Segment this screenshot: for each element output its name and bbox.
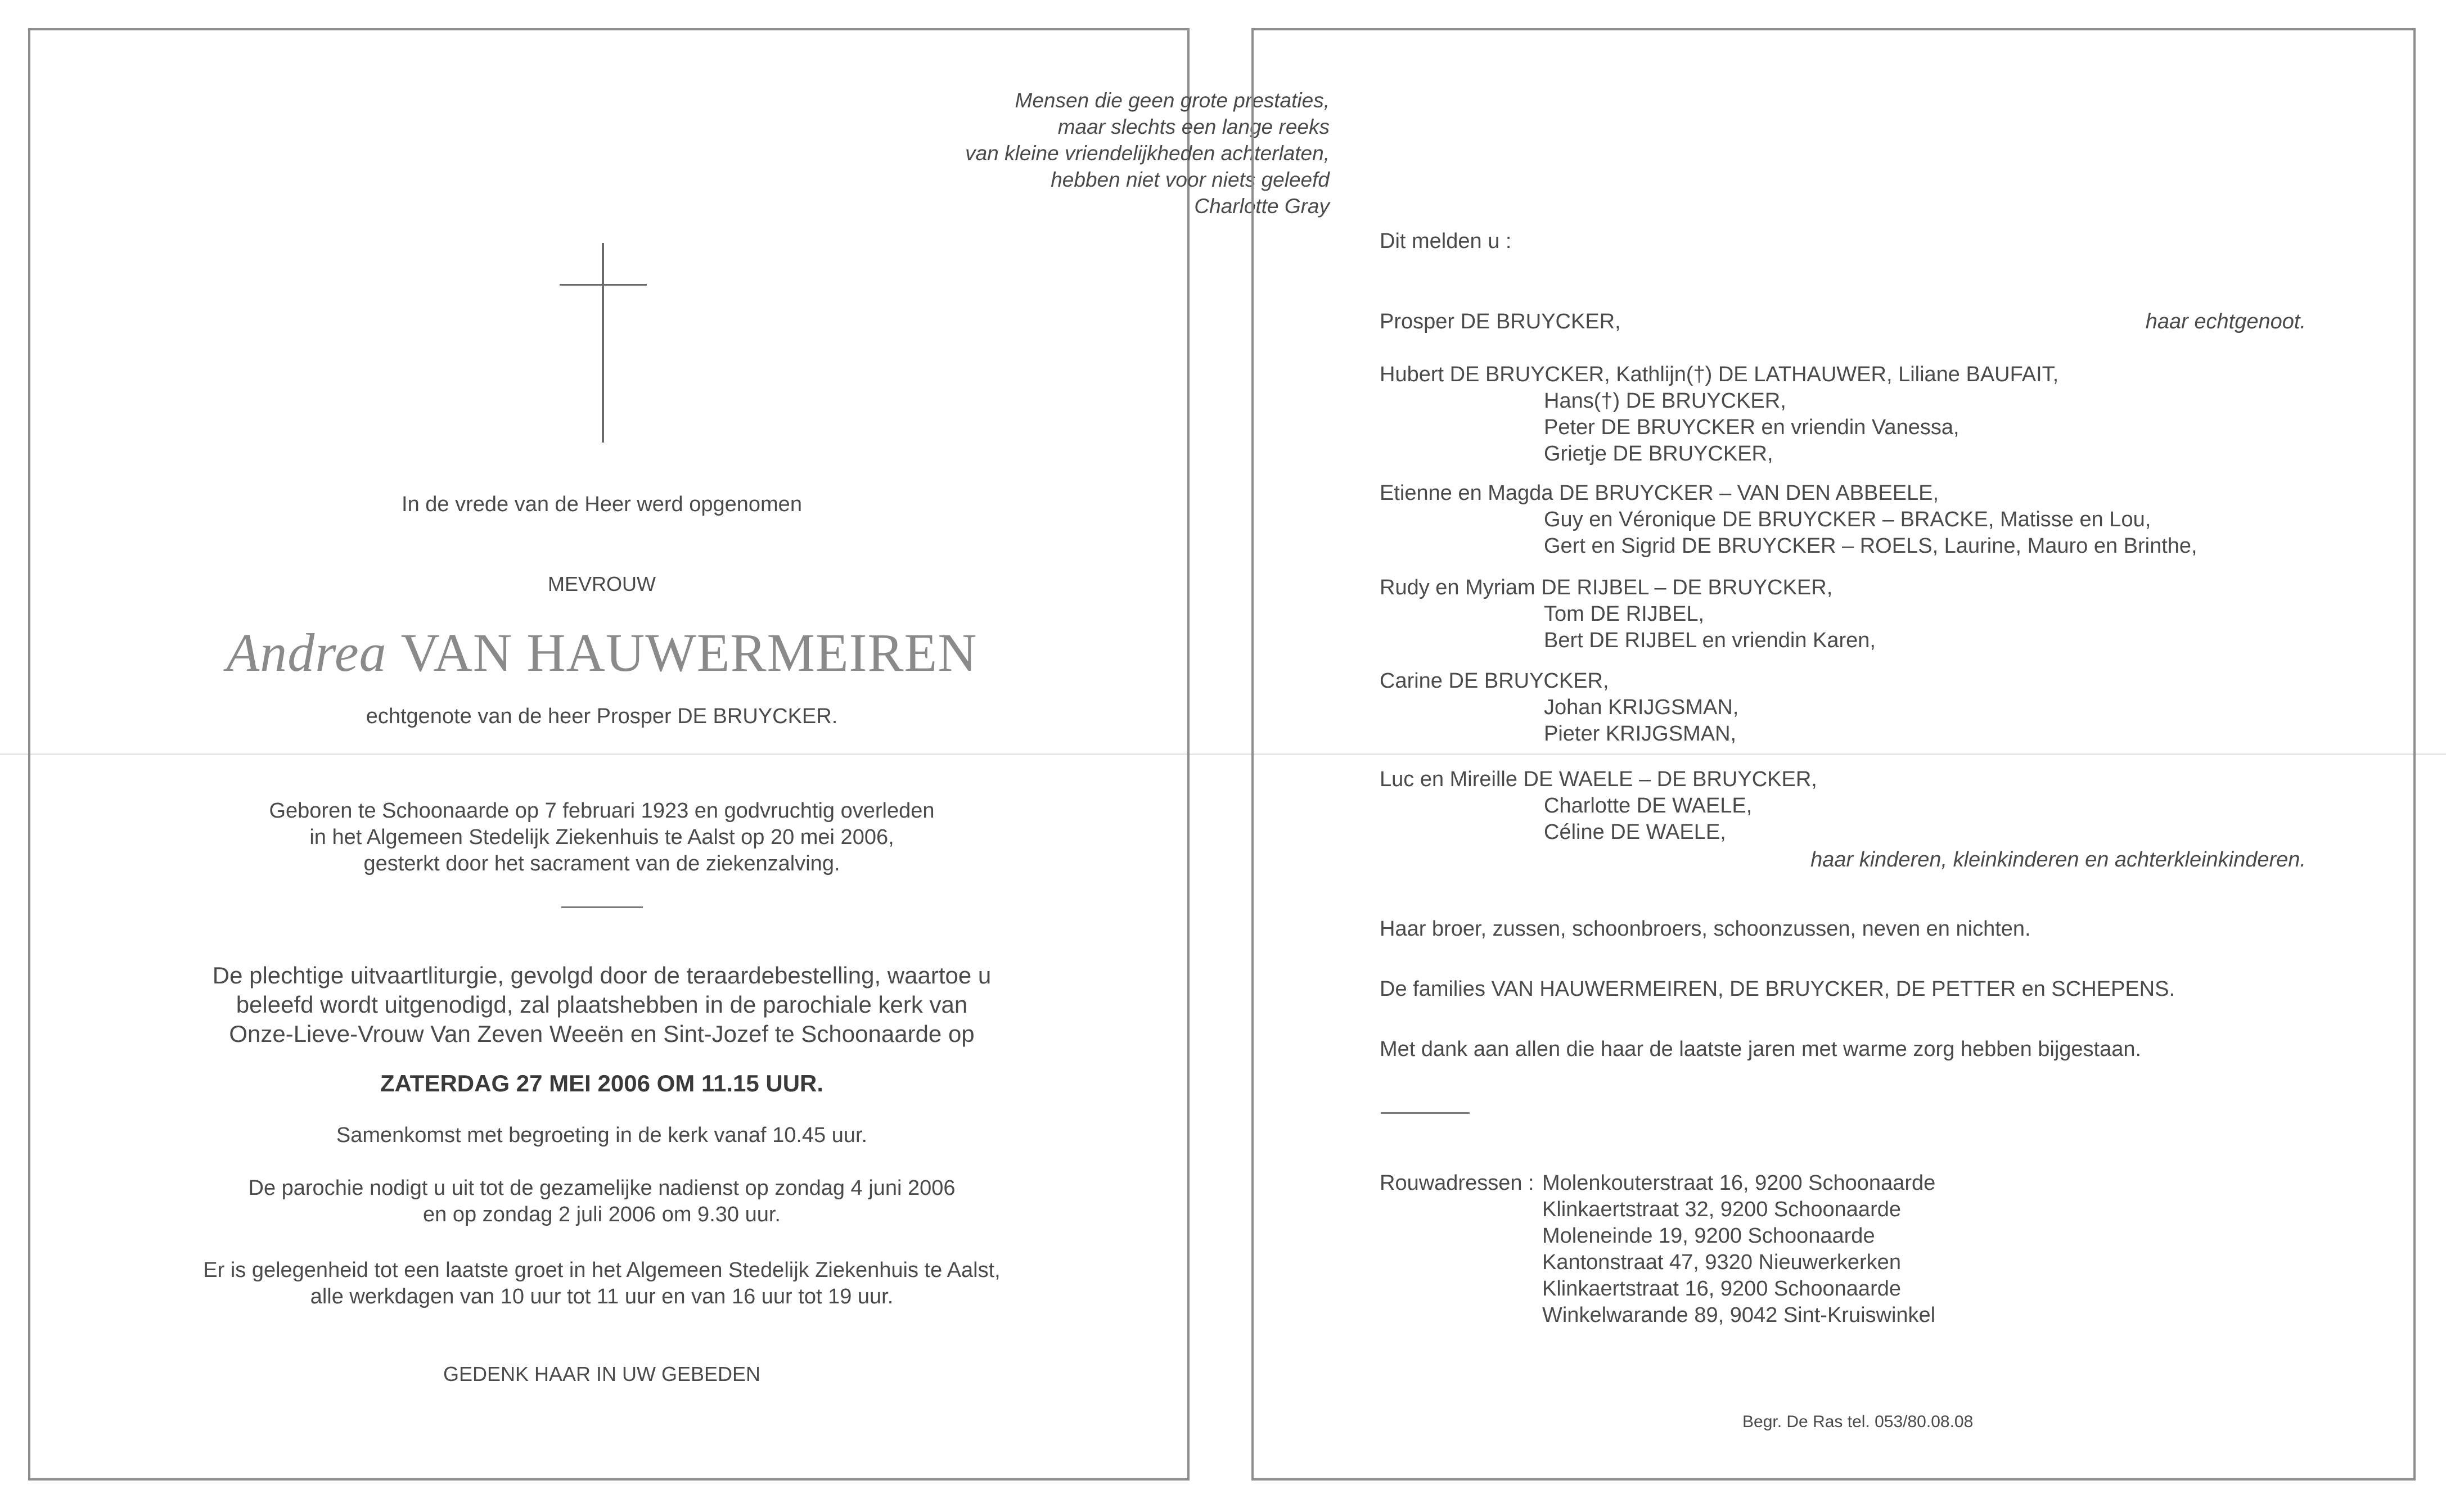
funeral-date: ZATERDAG 27 MEI 2006 OM 11.15 UUR. [380, 1070, 824, 1096]
quote-line: maar slechts een lange reeks [1057, 115, 1330, 138]
address-line: Molenkouterstraat 16, 9200 Schoonaarde [1542, 1171, 1936, 1195]
mass-line: De parochie nodigt u uit tot de gezamelijke nadienst op zondag 4 juni 2006 [248, 1176, 956, 1200]
intro-line: In de vrede van de Heer werd opgenomen [402, 493, 802, 516]
address-line: Moleneinde 19, 9200 Schoonaarde [1542, 1224, 1875, 1248]
family-head: Rudy en Myriam DE RIJBEL – DE BRUYCKER, [1380, 576, 1833, 599]
title-mevrouw: MEVROUW [548, 572, 656, 595]
quote-author: Charlotte Gray [1194, 195, 1330, 218]
cross-icon [602, 243, 604, 443]
farewell-line: alle werkdagen van 10 uur tot 11 uur en van 16 uur tot 19 uur. [310, 1285, 894, 1308]
family-member: Céline DE WAELE, [1544, 820, 1726, 844]
family-member: Guy en Véronique DE BRUYCKER – BRACKE, Matisse en Lou, [1544, 508, 2151, 531]
cross-icon-bar [560, 284, 647, 286]
quote-block [655, 87, 1330, 219]
gathering-line: Samenkomst met begroeting in de kerk vanaf 10.45 uur. [336, 1123, 868, 1147]
spouse-name: Prosper DE BRUYCKER, [1380, 310, 1621, 333]
family-member: Hans(†) DE BRUYCKER, [1544, 389, 1786, 413]
farewell-line: Er is gelegenheid tot een laatste groet in het Algemeen Stedelijk Ziekenhuis te Aalst, [203, 1258, 1001, 1282]
families-line: De families VAN HAUWERMEIREN, DE BRUYCKER, DE PETTER en SCHEPENS. [1380, 977, 2175, 1001]
closing-line: GEDENK HAAR IN UW GEBEDEN [443, 1362, 761, 1385]
family-member: Pieter KRIJGSMAN, [1544, 722, 1737, 746]
address-line: Klinkaertstraat 16, 9200 Schoonaarde [1542, 1277, 1901, 1301]
spouse-role: haar echtgenoot. [2145, 310, 2306, 333]
siblings-line: Haar broer, zussen, schoonbroers, schoonzussen, neven en nichten. [1380, 917, 2031, 941]
first-name: Andrea [226, 622, 387, 683]
quote-line: van kleine vriendelijkheden achterlaten, [965, 142, 1330, 165]
thanks-line: Met dank aan allen die haar de laatste jaren met warme zorg hebben bijgestaan. [1380, 1037, 2142, 1061]
family-member: Peter DE BRUYCKER en vriendin Vanessa, [1544, 416, 1959, 439]
address-line: Kantonstraat 47, 9320 Nieuwerkerken [1542, 1251, 1901, 1274]
divider [561, 906, 643, 908]
birth-line: Geboren te Schoonaarde op 7 februari 1923 en godvruchtig overleden [269, 799, 935, 823]
spouse-line: echtgenote van de heer Prosper DE BRUYCKER. [366, 705, 838, 728]
children-role: haar kinderen, kleinkinderen en achterkleinkinderen. [1810, 848, 2306, 872]
family-member: Bert DE RIJBEL en vriendin Karen, [1544, 629, 1876, 652]
address-line: Winkelwarande 89, 9042 Sint-Kruiswinkel [1542, 1303, 1936, 1327]
birth-line: gesterkt door het sacrament van de ziekenzalving. [363, 852, 840, 875]
family-member: Grietje DE BRUYCKER, [1544, 442, 1773, 466]
family-head: Luc en Mireille DE WAELE – DE BRUYCKER, [1380, 768, 1817, 791]
quote-line: hebben niet voor niets geleefd [1051, 168, 1330, 191]
funeral-line: Onze-Lieve-Vrouw Van Zeven Weeën en Sint-Jozef te Schoonaarde op [229, 1021, 975, 1047]
quote-line: Mensen die geen grote prestaties, [1015, 89, 1330, 112]
family-member: Tom DE RIJBEL, [1544, 602, 1705, 626]
funeral-line: beleefd wordt uitgenodigd, zal plaatshebben in de parochiale kerk van [236, 991, 968, 1018]
undertaker-line: Begr. De Ras tel. 053/80.08.08 [1742, 1412, 1974, 1431]
birth-line: in het Algemeen Stedelijk Ziekenhuis te Aalst op 20 mei 2006, [309, 825, 894, 849]
family-member: Johan KRIJGSMAN, [1544, 696, 1739, 719]
family-head: Etienne en Magda DE BRUYCKER – VAN DEN ABBEELE, [1380, 481, 1939, 505]
deceased-name [0, 621, 1204, 684]
family-head: Carine DE BRUYCKER, [1380, 669, 1609, 693]
surname: VAN HAUWERMEIREN [400, 622, 978, 683]
divider [1381, 1112, 1470, 1114]
family-head: Hubert DE BRUYCKER, Kathlijn(†) DE LATHAUWER, Liliane BAUFAIT, [1380, 363, 2059, 386]
family-member: Charlotte DE WAELE, [1544, 794, 1753, 818]
addresses-label: Rouwadressen : [1380, 1171, 1534, 1195]
address-line: Klinkaertstraat 32, 9200 Schoonaarde [1542, 1198, 1901, 1221]
announce-line: Dit melden u : [1380, 229, 1512, 253]
family-member: Gert en Sigrid DE BRUYCKER – ROELS, Laurine, Mauro en Brinthe, [1544, 534, 2197, 558]
mass-line: en op zondag 2 juli 2006 om 9.30 uur. [423, 1203, 781, 1226]
funeral-line: De plechtige uitvaartliturgie, gevolgd door de teraardebestelling, waartoe u [212, 962, 992, 989]
